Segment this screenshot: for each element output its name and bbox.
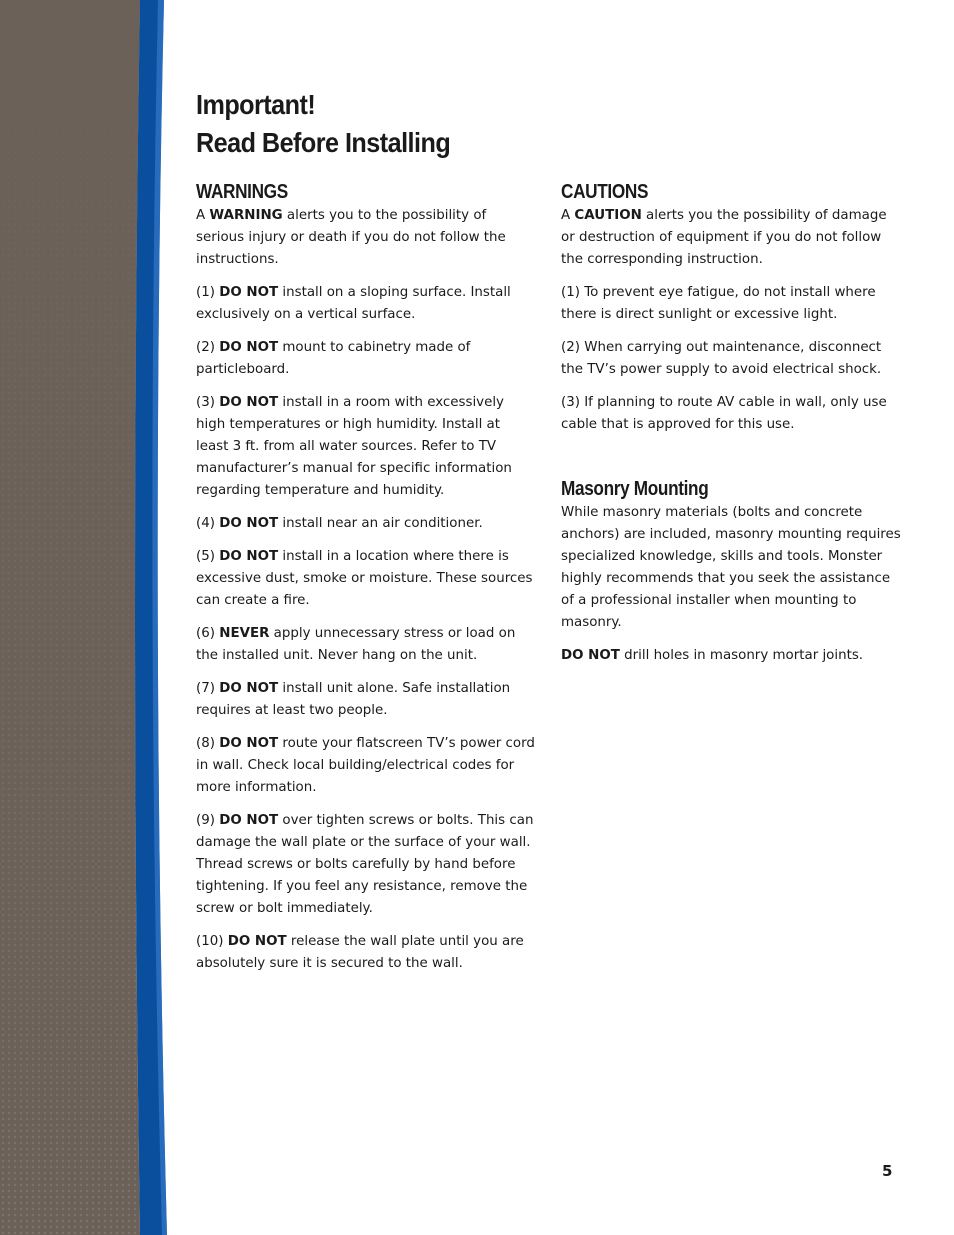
warning-item-text: install near an air conditioner. xyxy=(278,516,483,531)
warning-item xyxy=(196,392,536,502)
warning-item xyxy=(196,623,536,667)
page-title-line-2: Read Before Installing xyxy=(196,127,451,158)
cautions-section xyxy=(561,180,903,678)
warning-item-number: (6) xyxy=(196,626,220,641)
warning-item-keyword: DO NOT xyxy=(219,736,279,751)
masonry-body: While masonry materials (bolts and concrete anchors) are included, masonry mounting requires specialized knowledge, skills and tools. Monster highly recommends that you seek the assistance of a professional installer when mounting to masonry. xyxy=(561,505,901,630)
warning-item xyxy=(196,282,536,326)
warning-item-number: (2) xyxy=(196,340,220,355)
warning-item-keyword: DO NOT xyxy=(219,813,279,828)
cautions-intro-prefix: A xyxy=(561,208,575,223)
warning-item-text: over tighten screws or bolts. This can damage the wall plate or the surface of your wall. Thread screws or bolts carefully by hand before tightening. If you feel any resistance, remove the screw or bolt immediately. xyxy=(196,813,534,916)
warning-item-keyword: DO NOT xyxy=(219,340,279,355)
warning-item-keyword: DO NOT xyxy=(219,285,279,300)
page-number: 5 xyxy=(882,1162,893,1180)
warning-item-text: install in a room with excessively high temperatures or high humidity. Install at least 3 ft. from all water sources. Refer to TV manufacturer’s manual for specific information regarding temperature and humidity. xyxy=(196,395,512,498)
warning-item-keyword: DO NOT xyxy=(227,934,287,949)
warnings-intro-keyword: WARNING xyxy=(209,208,283,223)
warning-item-keyword: DO NOT xyxy=(219,516,279,531)
warning-item-text: mount to cabinetry made of particleboard. xyxy=(196,340,471,377)
warning-item-text: install on a sloping surface. Install exclusively on a vertical surface. xyxy=(196,285,511,322)
masonry-heading: Masonry Mounting xyxy=(561,478,709,500)
caution-item: (2) When carrying out maintenance, disconnect the TV’s power supply to avoid electrical shock. xyxy=(561,340,882,377)
warning-item-text: release the wall plate until you are absolutely sure it is secured to the wall. xyxy=(196,934,524,971)
warning-item xyxy=(196,678,536,722)
warning-item-number: (10) xyxy=(196,934,228,949)
warning-item-number: (7) xyxy=(196,681,220,696)
warnings-intro-text: alerts you to the possibility of serious injury or death if you do not follow the instructions. xyxy=(196,208,506,267)
warning-item xyxy=(196,546,536,612)
cautions-intro-keyword: CAUTION xyxy=(574,208,642,223)
cautions-intro xyxy=(561,205,903,271)
warning-item-keyword: DO NOT xyxy=(219,681,279,696)
warning-item xyxy=(196,810,536,920)
cautions-heading: CAUTIONS xyxy=(561,181,649,203)
warning-item-text: install in a location where there is excessive dust, smoke or moisture. These sources can create a fire. xyxy=(196,549,533,608)
warning-item-keyword: NEVER xyxy=(219,626,270,641)
warnings-intro-prefix: A xyxy=(196,208,210,223)
warnings-section xyxy=(196,180,536,986)
decorative-side-band xyxy=(0,0,180,1235)
warning-item-text: install unit alone. Safe installation requires at least two people. xyxy=(196,681,511,718)
page-title xyxy=(196,86,450,162)
page-title-line-1: Important! xyxy=(196,89,316,120)
warning-item-number: (4) xyxy=(196,516,220,531)
warning-item-text: route your flatscreen TV’s power cord in wall. Check local building/electrical codes for more information. xyxy=(196,736,535,795)
warning-item-number: (1) xyxy=(196,285,220,300)
warnings-intro xyxy=(196,205,536,271)
caution-item: (3) If planning to route AV cable in wall, only use cable that is approved for this use. xyxy=(561,395,887,432)
caution-item: (1) To prevent eye fatigue, do not install where there is direct sunlight or excessive light. xyxy=(561,285,876,322)
warning-item xyxy=(196,337,536,381)
warning-item xyxy=(196,513,536,535)
warning-item-number: (9) xyxy=(196,813,220,828)
warnings-heading: WARNINGS xyxy=(196,181,288,203)
warning-item xyxy=(196,931,536,975)
warning-item-number: (3) xyxy=(196,395,220,410)
warning-item-number: (8) xyxy=(196,736,220,751)
masonry-note-text: drill holes in masonry mortar joints. xyxy=(619,648,864,663)
warning-item-keyword: DO NOT xyxy=(219,549,279,564)
warning-item-keyword: DO NOT xyxy=(219,395,279,410)
warning-item-number: (5) xyxy=(196,549,220,564)
cautions-intro-text: alerts you the possibility of damage or destruction of equipment if you do not follow the corresponding instruction. xyxy=(561,208,887,267)
masonry-note-keyword: DO NOT xyxy=(561,648,620,663)
masonry-note xyxy=(561,645,903,667)
warning-item xyxy=(196,733,536,799)
warning-item-text: apply unnecessary stress or load on the installed unit. Never hang on the unit. xyxy=(196,626,516,663)
